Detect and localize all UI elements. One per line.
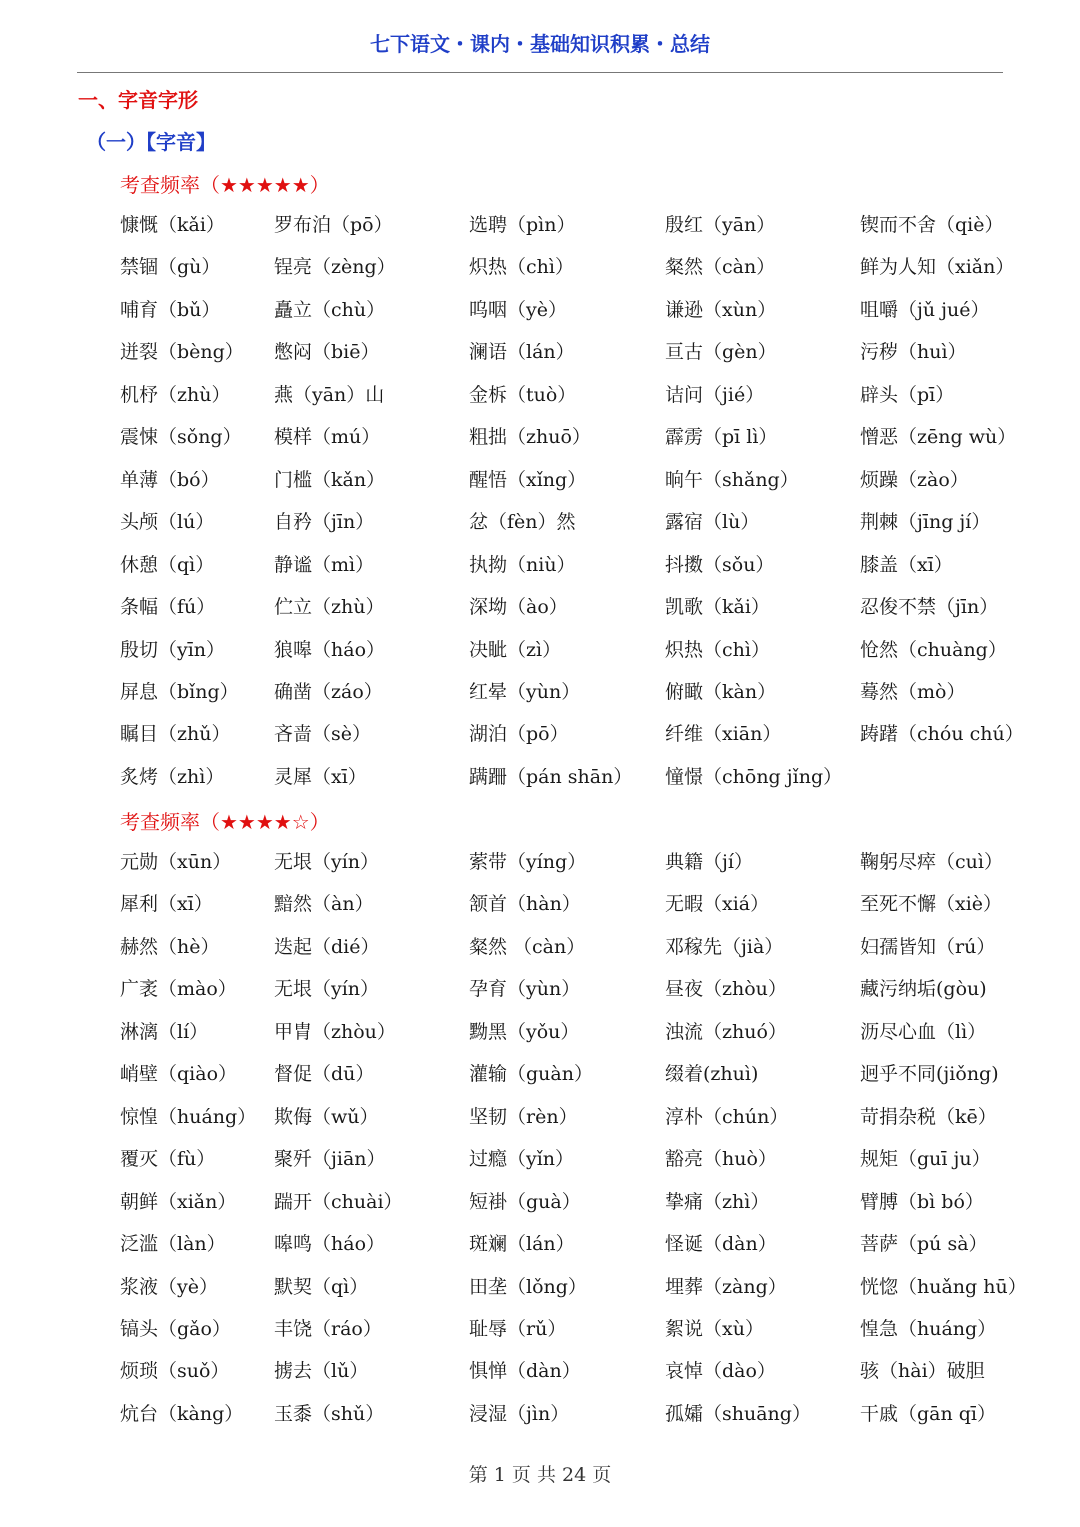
word-row [120, 1308, 1080, 1350]
word-entry: 田垄（lǒng） [469, 1275, 587, 1298]
word-entry: 短褂（guà） [469, 1190, 581, 1213]
word-row [120, 1096, 1080, 1138]
word-entry: 忿（fèn）然 [469, 511, 576, 534]
word-entry: 诘问（jié） [665, 383, 765, 406]
word-entry: 灵犀（xī） [274, 765, 367, 788]
word-entry: 丰饶（ráo） [274, 1317, 382, 1340]
word-entry: 苛捐杂税（kē） [860, 1105, 997, 1128]
word-entry: 无暇（xiá） [665, 893, 770, 916]
word-entry: 伫立（zhù） [274, 596, 385, 619]
word-entry: 粲然 （càn） [469, 935, 586, 958]
word-entry: 辟头（pī） [860, 383, 955, 406]
word-entry: 憋闷（biē） [274, 341, 380, 364]
word-row [120, 331, 1080, 373]
word-entry: 慷慨（kǎi） [120, 214, 225, 236]
word-row [120, 289, 1080, 331]
word-entry: 粗拙（zhuō） [469, 426, 591, 449]
word-entry: 澜语（lán） [469, 341, 575, 364]
word-entry: 咀嚼（jǔ jué） [860, 298, 990, 321]
word-entry: 凯歌（kǎi） [665, 596, 770, 619]
word-entry: 禁锢（gù） [120, 256, 221, 279]
word-entry: 豁亮（huò） [665, 1148, 777, 1171]
word-entry: 矗立（chù） [274, 298, 386, 321]
word-entry: 耻辱（rǔ） [469, 1317, 567, 1340]
word-entry: 烦琐（suǒ） [120, 1360, 230, 1383]
word-entry: 甲胄（zhòu） [274, 1020, 396, 1043]
word-entry: 憧憬（chōng jǐng） [665, 765, 843, 788]
word-entry: 露宿（lù） [665, 511, 760, 534]
word-entry: 黯然（àn） [274, 893, 374, 916]
word-entry: 沥尽心血（lì） [860, 1020, 987, 1043]
word-entry: 呜咽（yè） [469, 298, 567, 321]
pronunciation-grid-4-stars [120, 841, 1080, 1435]
word-entry: 广袤（mào） [120, 978, 237, 1001]
word-entry: 休憩（qì） [120, 553, 215, 576]
word-row [120, 1223, 1080, 1265]
pronunciation-grid-5-stars [120, 204, 1080, 798]
word-entry: 峭壁（qiào） [120, 1063, 238, 1086]
word-entry: 元勋（xūn） [120, 851, 232, 873]
word-entry: 惶急（huáng） [860, 1317, 997, 1340]
word-entry: 典籍（jí） [665, 851, 753, 873]
word-entry: 抖擞（sǒu） [665, 553, 775, 576]
word-entry: 怪诞（dàn） [665, 1233, 777, 1256]
word-entry: 红晕（yùn） [469, 680, 581, 703]
word-entry: 醒悟（xǐng） [469, 468, 587, 491]
word-row [120, 459, 1080, 501]
word-entry: 过瘾（yǐn） [469, 1148, 575, 1171]
word-entry: 缀着(zhuì) [665, 1063, 759, 1086]
word-row [120, 1053, 1080, 1095]
word-entry: 哀悼（dào） [665, 1360, 776, 1383]
word-entry: 锃亮（zèng） [274, 256, 396, 279]
word-row [120, 544, 1080, 586]
word-entry: 炕台（kàng） [120, 1402, 244, 1425]
word-entry: 镐头（gǎo） [120, 1317, 231, 1340]
word-entry: 至死不懈（xiè） [860, 893, 1003, 916]
word-entry: 孕育（yùn） [469, 978, 581, 1001]
word-entry: 殷切（yīn） [120, 638, 226, 661]
word-entry: 邓稼先（jià） [665, 935, 784, 958]
word-entry: 昼夜（zhòu） [665, 978, 787, 1001]
word-row [120, 246, 1080, 288]
word-entry: 纤维（xiān） [665, 723, 782, 746]
word-entry: 污秽（huì） [860, 341, 967, 364]
word-entry: 烦躁（zào） [860, 468, 969, 491]
word-entry: 门槛（kǎn） [274, 468, 386, 491]
word-entry: 踹开（chuài） [274, 1190, 403, 1213]
word-entry: 覆灭（fù） [120, 1148, 216, 1171]
word-entry: 无垠（yín） [274, 851, 380, 873]
word-entry: 罗布泊（pō） [274, 214, 393, 236]
word-row [120, 841, 1080, 883]
word-entry: 迸裂（bèng） [120, 341, 244, 364]
word-entry: 聚歼（jiān） [274, 1148, 386, 1171]
word-entry: 荆棘（jīng jí） [860, 511, 991, 534]
word-entry: 瞩目（zhǔ） [120, 723, 231, 746]
word-row [120, 501, 1080, 543]
word-entry: 霹雳（pī lì） [665, 426, 778, 449]
word-entry: 灌输（guàn） [469, 1063, 593, 1086]
word-entry: 粲然（càn） [665, 256, 776, 279]
word-entry: 妇孺皆知（rú） [860, 935, 996, 958]
word-entry: 浊流（zhuó） [665, 1020, 787, 1043]
word-entry: 金柝（tuò） [469, 383, 577, 406]
word-entry: 絮说（xù） [665, 1317, 764, 1340]
word-entry: 谦逊（xùn） [665, 298, 777, 321]
word-entry: 深坳（ào） [469, 596, 568, 619]
word-row [120, 1266, 1080, 1308]
word-entry: 骇（hài）破胆 [860, 1360, 985, 1383]
word-row [120, 968, 1080, 1010]
word-entry: 自矜（jīn） [274, 511, 375, 534]
word-entry: 憎恶（zēng wù） [860, 426, 1017, 449]
word-entry: 菩萨（pú sà） [860, 1233, 988, 1256]
word-row [120, 586, 1080, 628]
word-entry: 锲而不舍（qiè） [860, 214, 1004, 236]
word-entry: 模样（mú） [274, 426, 381, 449]
section-title: 一、字音字形 [78, 88, 198, 112]
word-entry: 忍俊不禁（jīn） [860, 596, 999, 619]
word-entry: 选聘（pìn） [469, 214, 576, 236]
word-entry: 欺侮（wǔ） [274, 1105, 379, 1128]
word-entry: 藏污纳垢(gòu) [860, 978, 987, 1001]
word-entry: 震悚（sǒng） [120, 426, 242, 449]
word-entry: 玉黍（shǔ） [274, 1402, 385, 1425]
word-entry: 埋葬（zàng） [665, 1275, 787, 1298]
word-entry: 斑斓（lán） [469, 1233, 575, 1256]
word-entry: 坚韧（rèn） [469, 1105, 578, 1128]
page-header-title: 七下语文・课内・基础知识积累・总结 [370, 32, 710, 56]
word-entry: 蹒跚（pán shān） [469, 765, 633, 788]
word-entry: 萦带（yíng） [469, 851, 587, 873]
word-entry: 静谧（mì） [274, 553, 375, 576]
word-entry: 屏息（bǐng） [120, 680, 239, 703]
word-entry: 淋漓（lí） [120, 1020, 209, 1043]
subsection-title: （一）【字音】 [86, 130, 216, 154]
word-entry: 殷红（yān） [665, 214, 776, 236]
frequency-label-4-stars: 考查频率（★★★★☆） [120, 810, 330, 834]
word-entry: 黝黑（yǒu） [469, 1020, 580, 1043]
word-entry: 机杼（zhù） [120, 383, 231, 406]
word-entry: 湖泊（pō） [469, 723, 569, 746]
word-entry: 浸湿（jìn） [469, 1402, 570, 1425]
word-row [120, 204, 1080, 246]
word-entry: 炽热（chì） [469, 256, 574, 279]
word-entry: 单薄（bó） [120, 468, 220, 491]
word-row [120, 756, 1080, 798]
word-row [120, 1181, 1080, 1223]
word-entry: 炽热（chì） [665, 638, 770, 661]
word-entry: 条幅（fú） [120, 596, 216, 619]
word-entry: 炙烤（zhì） [120, 765, 225, 788]
word-entry: 干戚（gān qī） [860, 1402, 997, 1425]
word-entry: 蓦然（mò） [860, 680, 966, 703]
word-entry: 浆液（yè） [120, 1275, 218, 1298]
word-entry: 鲜为人知（xiǎn） [860, 256, 1015, 279]
word-entry: 亘古（gèn） [665, 341, 777, 364]
word-row [120, 1138, 1080, 1180]
word-row [120, 1350, 1080, 1392]
word-entry: 膝盖（xī） [860, 553, 953, 576]
word-entry: 燕（yān）山 [274, 383, 385, 406]
word-entry: 默契（qì） [274, 1275, 369, 1298]
word-entry: 吝啬（sè） [274, 723, 371, 746]
word-entry: 泛滥（làn） [120, 1233, 226, 1256]
word-entry: 挚痛（zhì） [665, 1190, 770, 1213]
word-row [120, 416, 1080, 458]
word-entry: 执拗（niù） [469, 553, 576, 576]
word-entry: 踌躇（chóu chú） [860, 723, 1024, 746]
word-row [120, 926, 1080, 968]
word-entry: 臂膊（bì bó） [860, 1190, 984, 1213]
header-divider [77, 72, 1003, 73]
word-entry: 怆然（chuàng） [860, 638, 1007, 661]
word-row [120, 1011, 1080, 1053]
page-footer: 第 1 页 共 24 页 [468, 1464, 612, 1486]
word-row [120, 1393, 1080, 1435]
word-entry: 赫然（hè） [120, 935, 220, 958]
word-entry: 孤孀（shuāng） [665, 1402, 811, 1425]
word-entry: 淳朴（chún） [665, 1105, 789, 1128]
word-entry: 鞠躬尽瘁（cuì） [860, 851, 1003, 873]
word-entry: 惧惮（dàn） [469, 1360, 581, 1383]
word-entry: 犀利（xī） [120, 893, 213, 916]
word-entry: 惊惶（huáng） [120, 1105, 257, 1128]
word-entry: 哺育（bǔ） [120, 298, 221, 321]
word-row [120, 671, 1080, 713]
word-entry: 恍惚（huǎng hū） [860, 1275, 1027, 1298]
word-row [120, 883, 1080, 925]
word-entry: 朝鲜（xiǎn） [120, 1190, 237, 1213]
word-entry: 头颅（lú） [120, 511, 215, 534]
word-entry: 决眦（zì） [469, 638, 562, 661]
word-entry: 无垠（yín） [274, 978, 380, 1001]
word-entry: 迭起（dié） [274, 935, 380, 958]
word-row [120, 374, 1080, 416]
word-entry: 掳去（lǔ） [274, 1360, 369, 1383]
word-entry: 狼嗥（háo） [274, 638, 386, 661]
word-entry: 迥乎不同(jiǒng) [860, 1063, 999, 1086]
word-row [120, 713, 1080, 755]
word-entry: 晌午（shǎng） [665, 468, 799, 491]
word-entry: 督促（dū） [274, 1063, 375, 1086]
word-entry: 俯瞰（kàn） [665, 680, 777, 703]
word-entry: 嗥鸣（háo） [274, 1233, 386, 1256]
word-entry: 规矩（guī ju） [860, 1148, 991, 1171]
word-entry: 确凿（záo） [274, 680, 383, 703]
frequency-label-5-stars: 考查频率（★★★★★） [120, 173, 330, 197]
word-entry: 颔首（hàn） [469, 893, 581, 916]
word-row [120, 629, 1080, 671]
